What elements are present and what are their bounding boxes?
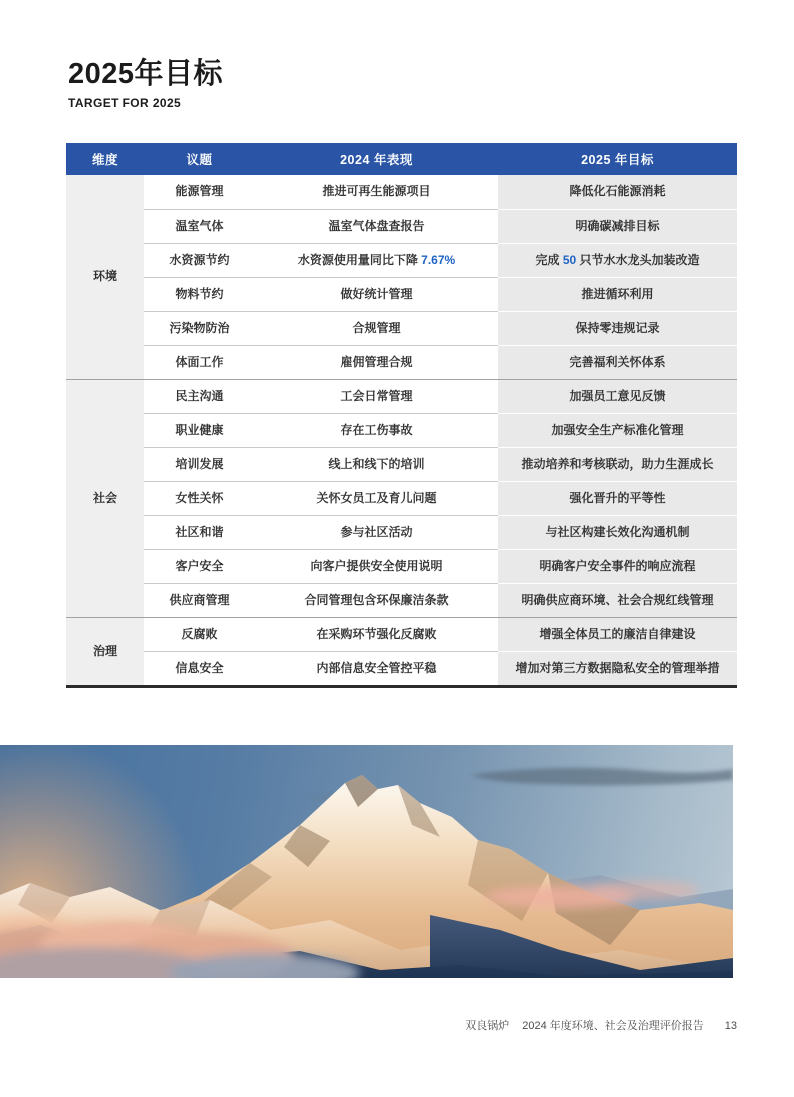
table-row (66, 413, 737, 447)
performance-2024-cell: 内部信息安全管控平稳 (255, 651, 498, 685)
topic-cell: 客户安全 (144, 549, 255, 583)
table-row (66, 447, 737, 481)
performance-2024-cell: 线上和线下的培训 (255, 447, 498, 481)
performance-2024-cell: 关怀女员工及育儿问题 (255, 481, 498, 515)
table-row (66, 379, 737, 413)
target-2025-cell: 明确供应商环境、社会合规红线管理 (498, 583, 737, 617)
target-2025-cell: 明确碳减排目标 (498, 209, 737, 243)
target-2025-cell: 与社区构建长效化沟通机制 (498, 515, 737, 549)
target-2025-cell: 推进循环利用 (498, 277, 737, 311)
targets-table-body (66, 175, 737, 685)
target-2025-cell: 保持零违规记录 (498, 311, 737, 345)
target-2025-cell: 完成 50 只节水水龙头加装改造 (498, 243, 737, 277)
target-2025-cell: 增强全体员工的廉洁自律建设 (498, 617, 737, 651)
column-header-dimension: 维度 (66, 143, 144, 175)
mountain-photo (0, 745, 733, 978)
topic-cell: 信息安全 (144, 651, 255, 685)
target-2025-cell: 明确客户安全事件的响应流程 (498, 549, 737, 583)
table-row (66, 617, 737, 651)
table-row (66, 277, 737, 311)
target-2025-cell: 加强员工意见反馈 (498, 379, 737, 413)
table-row (66, 311, 737, 345)
topic-cell: 水资源节约 (144, 243, 255, 277)
topic-cell: 能源管理 (175, 184, 224, 199)
topic-cell: 体面工作 (144, 345, 255, 379)
page-subtitle: TARGET FOR 2025 (68, 96, 182, 111)
topic-cell: 社区和谐 (144, 515, 255, 549)
target-2025-cell: 完善福利关怀体系 (498, 345, 737, 379)
table-row (66, 209, 737, 243)
targets-table-wrap (66, 143, 737, 688)
performance-2024-cell: 参与社区活动 (255, 515, 498, 549)
performance-2024-cell: 工会日常管理 (255, 379, 498, 413)
table-row (66, 345, 737, 379)
table-row (66, 583, 737, 617)
table-row (66, 175, 737, 209)
column-header-2025-target: 2025 年目标 (498, 143, 737, 175)
performance-2024-cell: 水资源使用量同比下降 7.67% (255, 243, 498, 277)
topic-cell: 职业健康 (144, 413, 255, 447)
mountain-photo-art (0, 745, 733, 978)
page-title: 2025年目标 (68, 58, 224, 90)
performance-2024-cell: 做好统计管理 (255, 277, 498, 311)
topic-cell: 反腐败 (144, 617, 255, 651)
performance-2024-cell: 温室气体盘查报告 (255, 209, 498, 243)
performance-2024-cell: 向客户提供安全使用说明 (255, 549, 498, 583)
column-header-topic: 议题 (144, 143, 255, 175)
dimension-cell: 环境 (66, 175, 144, 379)
page-footer (465, 1017, 737, 1033)
footer-report-title: 2024 年度环境、社会及治理评价报告 (522, 1020, 704, 1032)
table-row (66, 515, 737, 549)
footer-brand: 双良锅炉 (465, 1020, 510, 1032)
table-row (66, 549, 737, 583)
topic-cell: 污染物防治 (144, 311, 255, 345)
topic-cell: 供应商管理 (144, 583, 255, 617)
target-2025-cell: 加强安全生产标准化管理 (498, 413, 737, 447)
performance-2024-cell: 合规管理 (255, 311, 498, 345)
footer-page-number: 13 (724, 1020, 737, 1032)
target-2025-cell: 推动培养和考核联动，助力生涯成长 (498, 447, 737, 481)
table-row (66, 651, 737, 685)
performance-2024-cell: 雇佣管理合规 (255, 345, 498, 379)
performance-2024-cell: 在采购环节强化反腐败 (255, 617, 498, 651)
topic-cell: 温室气体 (144, 209, 255, 243)
topic-cell: 物料节约 (144, 277, 255, 311)
table-row (66, 481, 737, 515)
dimension-cell: 社会 (66, 379, 144, 617)
target-2025-cell: 增加对第三方数据隐私安全的管理举措 (498, 651, 737, 685)
target-2025-cell: 降低化石能源消耗 (498, 175, 737, 209)
performance-2024-cell: 推进可再生能源项目 (322, 184, 431, 199)
performance-2024-cell: 存在工伤事故 (255, 413, 498, 447)
topic-cell: 培训发展 (144, 447, 255, 481)
title-block (68, 58, 223, 110)
table-header-row (66, 143, 737, 175)
table-row (66, 243, 737, 277)
dimension-cell: 治理 (66, 617, 144, 685)
target-2025-cell: 强化晋升的平等性 (498, 481, 737, 515)
topic-cell: 民主沟通 (144, 379, 255, 413)
column-header-2024-performance: 2024 年表现 (255, 143, 498, 175)
performance-2024-cell: 合同管理包含环保廉洁条款 (255, 583, 498, 617)
topic-cell: 女性关怀 (144, 481, 255, 515)
targets-table (66, 143, 737, 685)
